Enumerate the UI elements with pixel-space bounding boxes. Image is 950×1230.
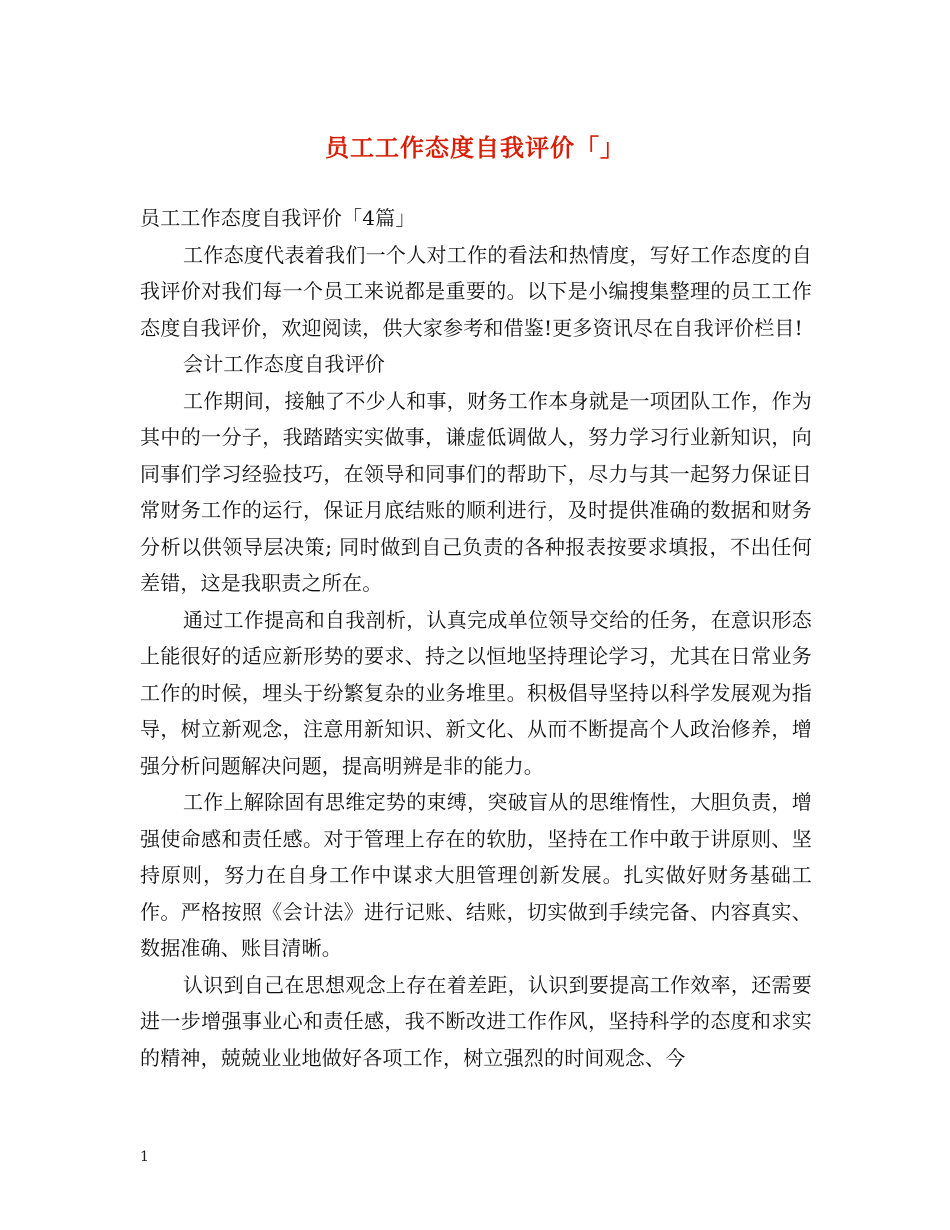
document-body xyxy=(140,200,812,1076)
paragraph-awareness: 认识到自己在思想观念上存在着差距，认识到要提高工作效率，还需要进一步增强事业心和责任感，我不断改进工作作风，坚持科学的态度和求实的精神，兢兢业业地做好各项工作，树立强烈的时间观念、今 xyxy=(140,972,812,1070)
paragraph-self-analysis: 通过工作提高和自我剖析，认真完成单位领导交给的任务，在意识形态上能很好的适应新形势的要求、持之以恒地坚持理论学习，尤其在日常业务工作的时候，埋头于纷繁复杂的业务堆里。积极倡导坚持以科学发展观为指导，树立新观念，注意用新知识、新文化、从而不断提高个人政治修养，增强分析问题解决问题，提高明辨是非的能力。 xyxy=(140,607,812,778)
paragraph-work-mindset: 工作上解除固有思维定势的束缚，突破盲从的思维惰性，大胆负责，增强使命感和责任感。对于管理上存在的软肋，坚持在工作中敢于讲原则、坚持原则，努力在自身工作中谋求大胆管理创新发展。扎实做好财务基础工作。严格按照《会计法》进行记账、结账，切实做到手续完备、内容真实、数据准确、账目清晰。 xyxy=(140,790,812,960)
paragraph-subtitle: 员工工作态度自我评价「4篇」 xyxy=(140,206,416,230)
paragraph-intro: 工作态度代表着我们一个人对工作的看法和热情度，写好工作态度的自我评价对我们每一个员工来说都是重要的。以下是小编搜集整理的员工工作态度自我评价，欢迎阅读，供大家参考和借鉴!更多资讯尽在自我评价栏目! xyxy=(140,242,812,340)
page-number: 1 xyxy=(140,1149,149,1165)
section-heading: 会计工作态度自我评价 xyxy=(183,352,385,376)
document-title: 员工工作态度自我评价「」 xyxy=(325,133,625,162)
paragraph-work-period: 工作期间，接触了不少人和事，财务工作本身就是一项团队工作，作为其中的一分子，我踏踏实实做事，谦虚低调做人，努力学习行业新知识，向同事们学习经验技巧，在领导和同事们的帮助下，尽力与其一起努力保证日常财务工作的运行，保证月底结账的顺利进行，及时提供准确的数据和财务分析以供领导层决策; 同时做到自己负责的各种报表按要求填报，不出任何差错，这是我职责之所在。 xyxy=(140,388,812,595)
